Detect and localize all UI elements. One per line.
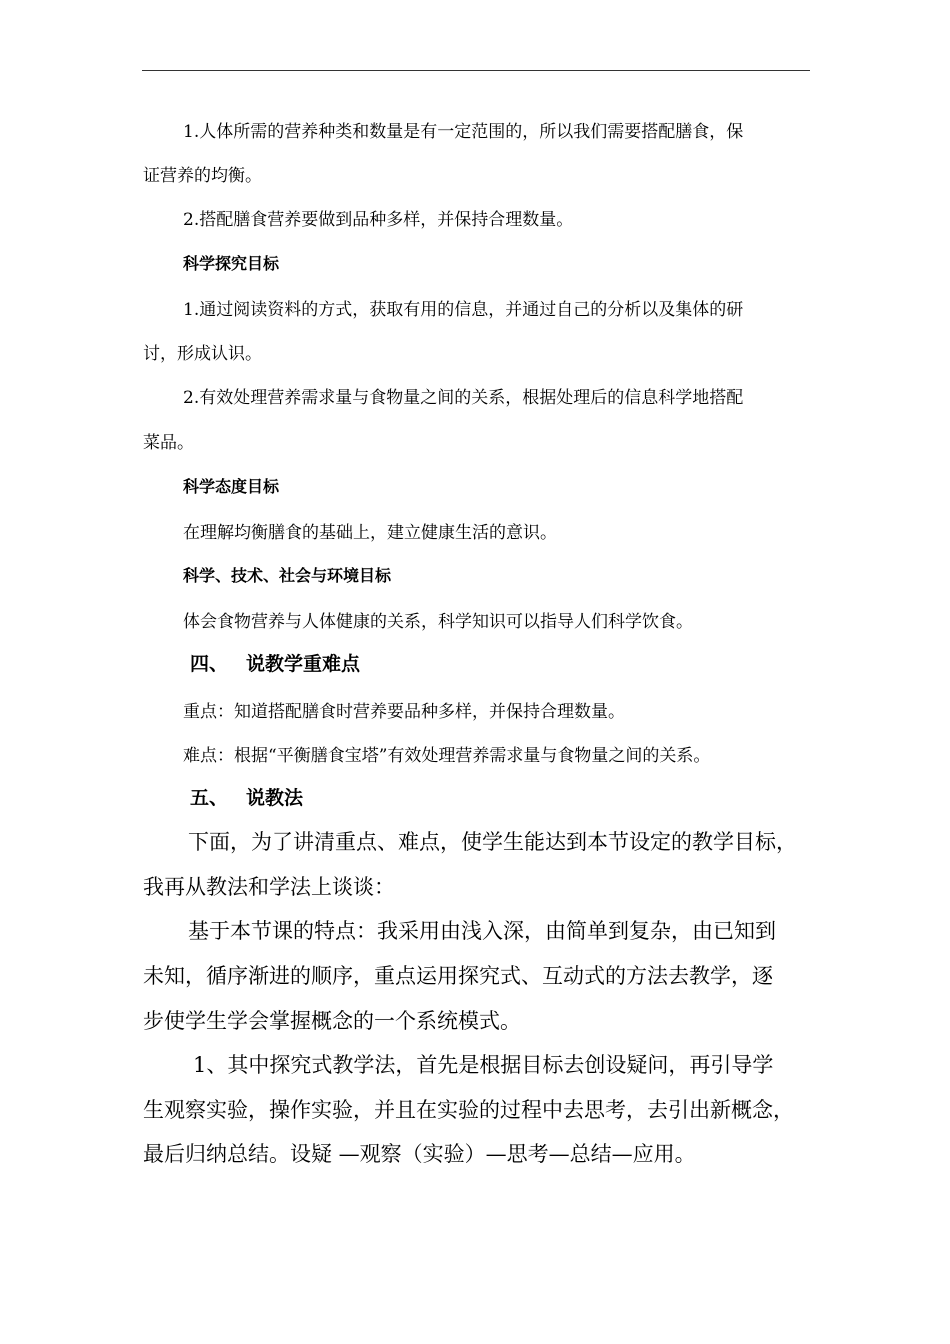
paragraph-line: 未知，循序渐进的顺序，重点运用探究式、互动式的方法去教学，逐 [143,964,773,988]
paragraph-line: 重点：知道搭配膳食时营养要品种多样，并保持合理数量。 [183,702,625,722]
paragraph-line: 体会食物营养与人体健康的关系，科学知识可以指导人们科学饮食。 [183,612,693,632]
paragraph-line: 生观察实验，操作实验，并且在实验的过程中去思考，去引出新概念， [143,1098,794,1122]
paragraph-line: 在理解均衡膳食的基础上，建立健康生活的意识。 [183,523,557,543]
subheading-attitude-goals: 科学态度目标 [183,477,280,496]
paragraph-line: 1.人体所需的营养种类和数量是有一定范围的，所以我们需要搭配膳食，保 [183,122,744,142]
paragraph-line: 菜品。 [143,433,194,453]
paragraph-line: 讨，形成认识。 [143,344,262,364]
section-title: 说教学重难点 [246,653,361,675]
section-number: 五、 [190,787,229,809]
paragraph-line: 基于本节课的特点：我采用由浅入深，由简单到复杂，由已知到 [188,919,776,943]
subheading-inquiry-goals: 科学探究目标 [183,254,280,273]
paragraph-line: 下面，为了讲清重点、难点，使学生能达到本节设定的教学目标， [188,830,797,854]
section-heading-teaching-method [190,783,303,810]
paragraph-line: 2.有效处理营养需求量与食物量之间的关系，根据处理后的信息科学地搭配 [183,388,744,408]
section-heading-key-points [190,649,360,676]
paragraph-line: 步使学生学会掌握概念的一个系统模式。 [143,1009,521,1033]
header-rule [142,70,810,71]
paragraph-line: 1、其中探究式教学法，首先是根据目标去创设疑问，再引导学 [193,1053,774,1077]
paragraph-line: 最后归纳总结。设疑 —观察（实验）—思考—总结—应用。 [143,1142,696,1166]
paragraph-line: 我再从教法和学法上谈谈： [143,875,395,899]
paragraph-line: 难点：根据“平衡膳食宝塔”有效处理营养需求量与食物量之间的关系。 [183,746,711,766]
paragraph-line: 2.搭配膳食营养要做到品种多样，并保持合理数量。 [183,210,574,230]
paragraph-line: 证营养的均衡。 [143,166,262,186]
section-number: 四、 [190,653,229,675]
section-title: 说教法 [246,787,304,809]
subheading-sts-goals: 科学、技术、社会与环境目标 [183,566,392,585]
paragraph-line: 1.通过阅读资料的方式，获取有用的信息，并通过自己的分析以及集体的研 [183,300,744,320]
